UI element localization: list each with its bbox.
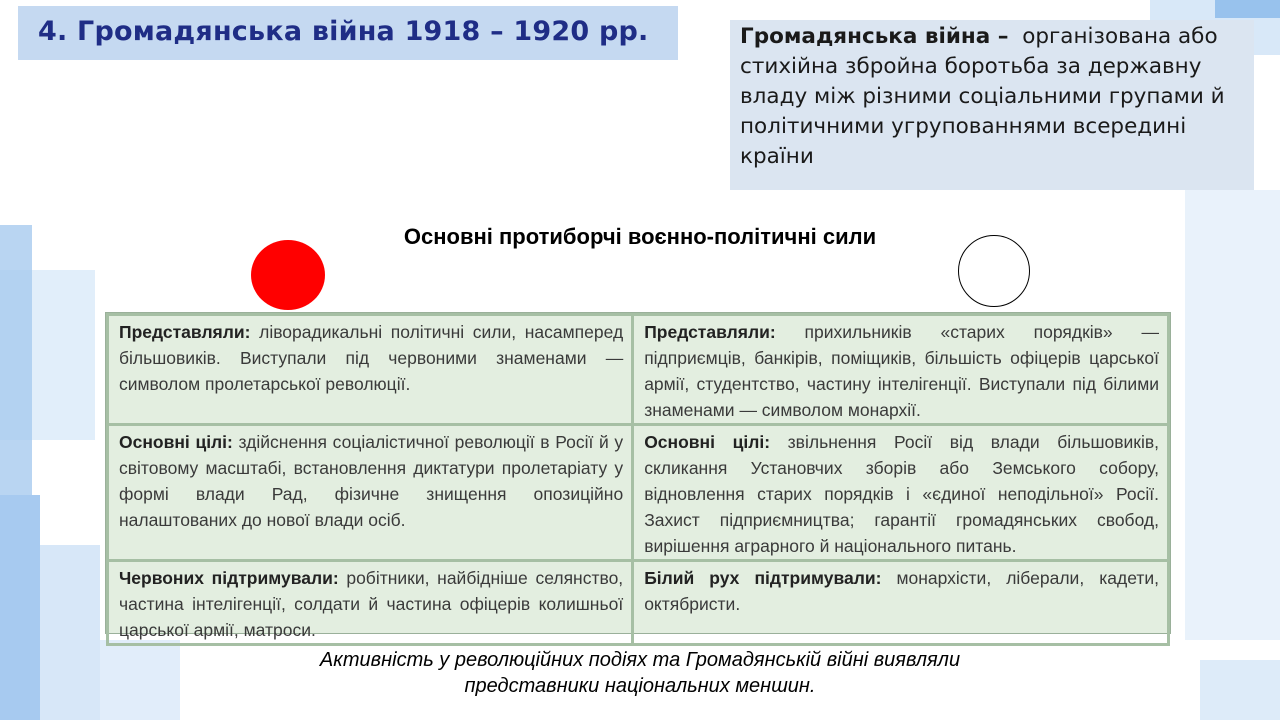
table-cell-white — [633, 425, 1169, 561]
table-cell-red — [108, 561, 633, 645]
cell-label: Білий рух підтримували: — [644, 568, 882, 588]
table-cell-white — [633, 561, 1169, 645]
section-subtitle: Основні протиборчі воєнно-політичні сили — [403, 224, 877, 249]
footnote — [0, 647, 1280, 699]
cell-label: Червоних підтримували: — [119, 568, 339, 588]
cell-text: робітники, найбідніше селянство, частина інтелігенції, солдати й частина офіцерів колишньої царської армії, матроси. — [119, 568, 624, 640]
cell-label: Представляли: — [119, 322, 251, 342]
footnote-line-1: Активність у революційних подіях та Громадянській війні виявляли — [319, 649, 961, 671]
cell-text: монархісти, ліберали, кадети, октябристи. — [644, 568, 1159, 614]
table-cell-white — [633, 315, 1169, 425]
cell-text: звільнення Росії від влади більшовиків, скликання Установчих зборів або Земського собору, відновлення старих порядків і «єдиної неподільної» Росії. Захист підприємництва; гарантії громадянських свобод, вирішення аграрного й національного питань. — [644, 432, 1159, 556]
definition-box — [730, 20, 1254, 190]
title-banner — [18, 6, 678, 60]
cell-label: Основні цілі: — [644, 432, 771, 452]
definition-text: організована або стихійна збройна боротьба за державну владу між різними соціальними групами й політичними угрупованнями всередині країни — [740, 24, 1225, 169]
cell-label: Основні цілі: — [119, 432, 233, 452]
cell-label: Представляли: — [644, 322, 776, 342]
forces-table — [105, 312, 1171, 640]
definition-term: Громадянська війна – — [740, 24, 1009, 49]
table-row — [108, 315, 1169, 425]
table-row — [108, 425, 1169, 561]
footnote-line-2: представники національних меншин. — [464, 675, 816, 697]
cell-text: прихильників «старих порядків» — підприємців, банкірів, поміщиків, більшість офіцерів царської армії, студентство, частину інтелігенції. Виступали під білими знаменами — символом монархії. — [644, 322, 1159, 420]
cell-text: ліворадикальні політичні сили, насамперед більшовиків. Виступали під червоними знаменами — символом пролетарської революції. — [119, 322, 624, 394]
table-cell-red — [108, 425, 633, 561]
red-forces-marker — [251, 240, 325, 310]
table-cell-red — [108, 315, 633, 425]
cell-text: здійснення соціалістичної революції в Росії й у світовому масштабі, встановлення диктатури пролетаріату у формі влади Рад, фізичне знищення опозиційно налаштованих до нової влади осіб. — [119, 432, 624, 530]
white-forces-marker — [958, 235, 1030, 307]
page-title: 4. Громадянська війна 1918 – 1920 рр. — [38, 16, 649, 47]
table-row — [108, 561, 1169, 645]
